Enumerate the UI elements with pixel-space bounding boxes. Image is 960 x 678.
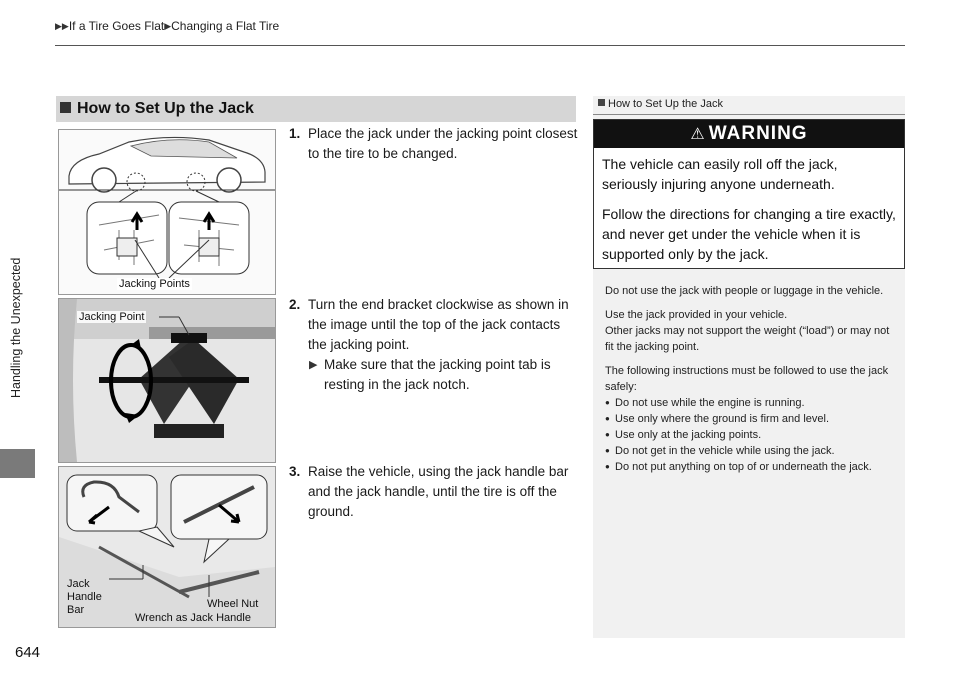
sidebar-title bbox=[598, 98, 723, 110]
step-text: Raise the vehicle, using the jack handle bar and the jack handle, until the tire is off the ground. bbox=[308, 464, 569, 519]
breadcrumb-item[interactable]: Changing a Flat Tire bbox=[171, 19, 280, 33]
car-jacking-points-illustration bbox=[59, 130, 275, 294]
warning-box bbox=[593, 119, 905, 269]
jacking-points-label: Jacking Points bbox=[119, 278, 190, 290]
step-2 bbox=[289, 295, 579, 395]
breadcrumb-arrow-icon: ▶▶ bbox=[55, 21, 69, 31]
square-bullet-icon bbox=[60, 102, 71, 113]
figure-jack bbox=[58, 298, 276, 463]
safety-list bbox=[605, 395, 895, 475]
note-paragraph: The following instructions must be followed to use the jack safely: bbox=[605, 365, 889, 393]
step-number: 2. bbox=[289, 297, 301, 312]
warning-triangle-icon: ⚠ bbox=[690, 126, 706, 143]
step-number: 3. bbox=[289, 464, 301, 479]
step-number: 1. bbox=[289, 126, 301, 141]
triangle-arrow-icon: ▶ bbox=[309, 359, 318, 371]
step-text: Place the jack under the jacking point closest to the tire to be changed. bbox=[308, 126, 578, 161]
step-note-text: Make sure that the jacking point tab is resting in the jack notch. bbox=[324, 357, 551, 392]
note-paragraph bbox=[605, 307, 895, 355]
chapter-tab-marker bbox=[0, 449, 35, 478]
figure-jack-handle bbox=[58, 466, 276, 628]
step-1 bbox=[289, 124, 579, 164]
jacking-point-label: Jacking Point bbox=[79, 311, 145, 323]
wrench-as-jack-handle-label: Wrench as Jack Handle bbox=[135, 612, 251, 624]
warning-text bbox=[594, 148, 904, 264]
warning-label: WARNING bbox=[708, 123, 808, 144]
chapter-tab-label: Handling the Unexpected bbox=[9, 257, 23, 398]
step-3 bbox=[289, 462, 579, 522]
warning-paragraph: The vehicle can easily roll off the jack, seriously injuring anyone underneath. bbox=[602, 156, 838, 192]
list-item: ● Do not put anything on top of or underneath the jack. bbox=[605, 459, 895, 475]
sidebar-title-text: How to Set Up the Jack bbox=[608, 98, 723, 110]
step-text: Turn the end bracket clockwise as shown in the image until the top of the jack contacts the jacking point. bbox=[308, 297, 569, 352]
step-note bbox=[289, 355, 579, 395]
breadcrumb bbox=[55, 19, 279, 33]
label-line: Bar bbox=[67, 604, 85, 616]
list-item: ● Use only where the ground is firm and level. bbox=[605, 411, 895, 427]
note-marker-icon bbox=[598, 99, 605, 106]
section-heading bbox=[56, 96, 576, 122]
scissor-jack-illustration bbox=[59, 299, 275, 462]
sidebar-notes bbox=[605, 283, 895, 475]
note-line: Use the jack provided in your vehicle. bbox=[605, 309, 788, 321]
header-divider bbox=[55, 45, 905, 46]
list-item: ● Do not get in the vehicle while using the jack. bbox=[605, 443, 895, 459]
label-line: Handle bbox=[67, 591, 102, 603]
notes-sidebar bbox=[593, 96, 905, 638]
list-item: ● Use only at the jacking points. bbox=[605, 427, 895, 443]
list-item: ● Do not use while the engine is running. bbox=[605, 395, 895, 411]
wheel-nut-label: Wheel Nut bbox=[207, 598, 259, 610]
sidebar-divider bbox=[593, 114, 905, 115]
jack-handle-bar-label bbox=[65, 578, 104, 617]
warning-paragraph: Follow the directions for changing a tire exactly, and never get under the vehicle when it is supported only by the jack. bbox=[602, 206, 896, 262]
breadcrumb-item[interactable]: If a Tire Goes Flat bbox=[68, 19, 165, 33]
figure-jacking-points bbox=[58, 129, 276, 295]
breadcrumb-arrow-icon: ▶ bbox=[164, 21, 172, 31]
note-paragraph: Do not use the jack with people or luggage in the vehicle. bbox=[605, 285, 884, 297]
section-title: How to Set Up the Jack bbox=[77, 100, 254, 117]
chapter-side-tab bbox=[0, 98, 36, 478]
page-number: 644 bbox=[15, 644, 41, 661]
warning-header bbox=[594, 120, 904, 148]
label-line: Jack bbox=[67, 578, 90, 590]
note-line: Other jacks may not support the weight (“load”) or may not fit the jacking point. bbox=[605, 325, 890, 353]
